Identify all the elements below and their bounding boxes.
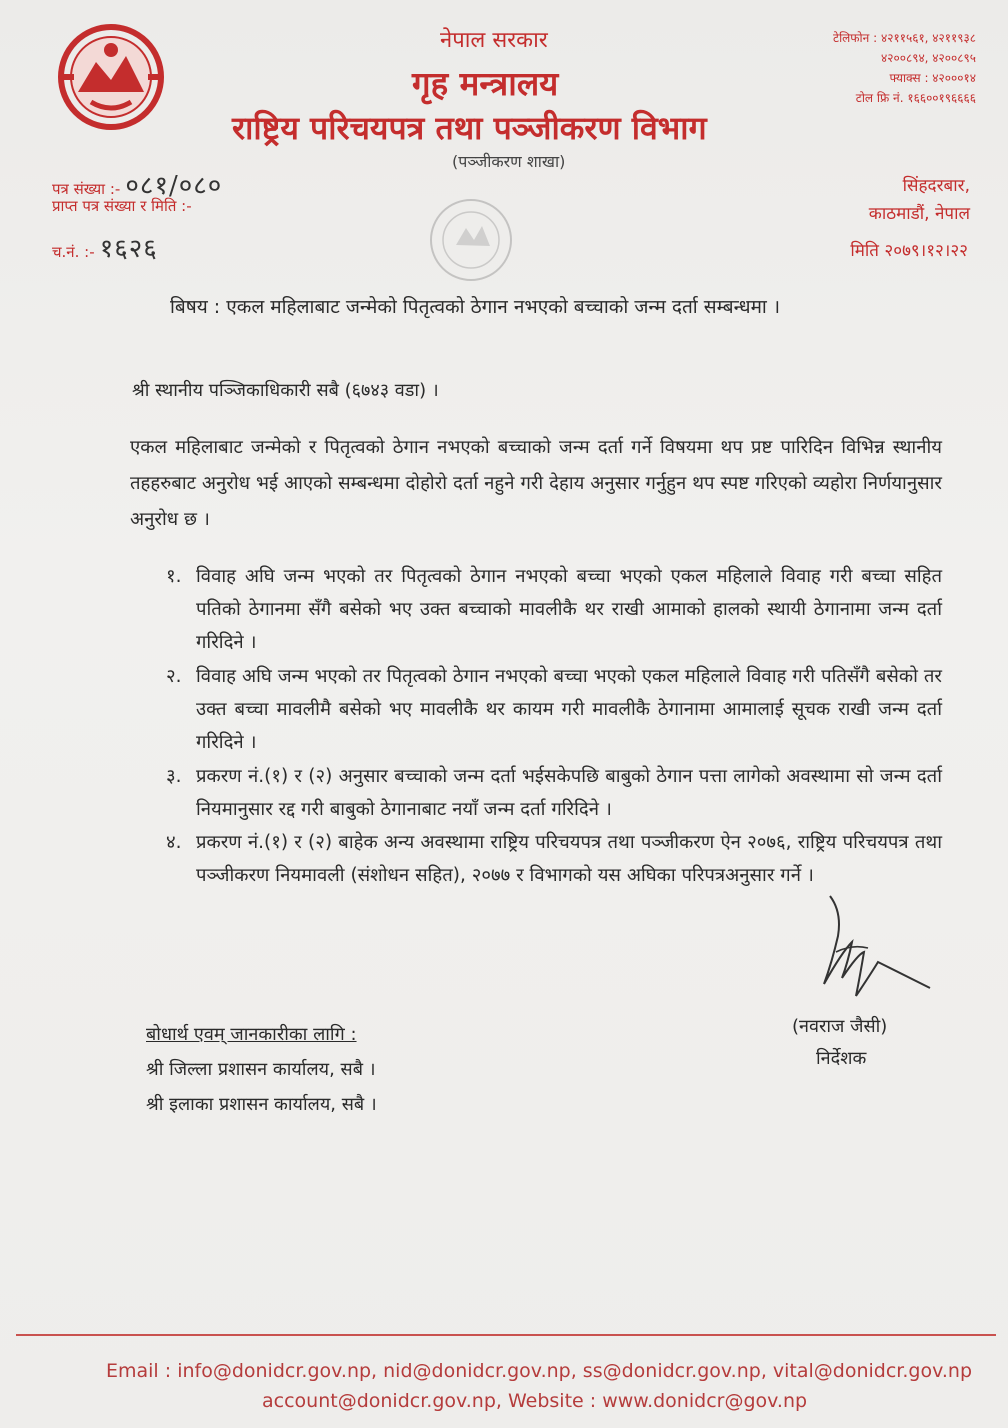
signature-icon (812, 892, 942, 1010)
seal-stamp-icon (416, 190, 526, 290)
footer-divider (16, 1334, 996, 1336)
list-item (166, 660, 942, 759)
list-item-number: २. (166, 666, 182, 687)
letter-intro: एकल महिलाबाट जन्मेको र पितृत्वको ठेगान नभएको बच्चाको जन्म दर्ता गर्ने विषयमा थप प्रष्ट पारिदिन विभिन्न स्थानीय तहहरुबाट अनुरोध भई आएको सम्बन्धमा दोहोरो दर्ता नहुने गरी देहाय अनुसार गर्नुहुन थप स्पष्ट गरिएको व्यहोरा निर्णयानुसार अनुरोध छ । (130, 437, 942, 530)
list-item-number: १. (166, 566, 182, 587)
received-letter (52, 196, 192, 216)
government-name: नेपाल सरकार (440, 28, 548, 53)
list-item-text: विवाह अघि जन्म भएको तर पितृत्वको ठेगान नभएको बच्चा भएको एकल महिलाले विवाह गरी बच्चा सहित पतिको ठेगानमा सँगै बसेको भए उक्त बच्चाको मावलीकै थर राखी आमाको हालको स्थायी ठेगानामा जन्म दर्ता गरिदिने । (196, 566, 942, 653)
list-item (166, 760, 942, 826)
list-item-text: प्रकरण नं.(१) र (२) बाहेक अन्य अवस्थामा राष्ट्रिय परिचयपत्र तथा पञ्जीकरण ऐन २०७६, राष्ट्रिय परिचयपत्र तथा पञ्जीकरण नियमावली (संशोधन सहित), २०७७ र विभागको यस अघिका परिपत्रअनुसार गर्ने । (196, 832, 942, 886)
contact-phone: टेलिफोन : ४२११५६१, ४२११९३८ (833, 31, 976, 45)
contact-toll-free: टोल फ्रि नं. १६६००१९६६६६ (855, 91, 976, 105)
cc-recipient: श्री इलाका प्रशासन कार्यालय, सबै । (146, 1094, 377, 1115)
cc-heading-text: बोधार्थ एवम् जानकारीका लागि : (146, 1024, 357, 1045)
location-line-1: सिंहदरबार, (902, 176, 970, 196)
list-item (166, 560, 942, 659)
list-item-text: प्रकरण नं.(१) र (२) अनुसार बच्चाको जन्म दर्ता भईसकेपछि बाबुको ठेगान पत्ता लागेको अवस्थामा सो जन्म दर्ता नियमानुसार रद्द गरी बाबुको ठेगानाबाट नयाँ जन्म दर्ता गरिदिने । (196, 766, 942, 820)
list-item-number: ३. (166, 766, 182, 787)
footer-emails: Email : info@donidcr.gov.np, nid@donidcr.gov.np, ss@donidcr.gov.np, vital@donidcr.gov.np (106, 1360, 973, 1382)
letter-subject: बिषय : एकल महिलाबाट जन्मेको पितृत्वको ठेगान नभएको बच्चाको जन्म दर्ता सम्बन्धमा । (170, 296, 781, 318)
contact-block (833, 28, 976, 108)
letter-date: मिति २०७९।१२।२२ (850, 241, 968, 261)
letter-addressee: श्री स्थानीय पञ्जिकाधिकारी सबै (६७४३ वडा) । (132, 380, 439, 401)
ministry-name: गृह मन्त्रालय (412, 64, 559, 103)
signatory-title: निर्देशक (816, 1048, 867, 1069)
dispatch-number-label: च.नं. :- (52, 243, 95, 261)
dispatch-number (52, 229, 158, 265)
letter-number-label: पत्र संख्या :- (52, 180, 121, 198)
footer-website: account@donidcr.gov.np, Website : www.donidcr@gov.np (262, 1390, 808, 1412)
nepal-emblem-icon (56, 22, 166, 132)
list-item (166, 826, 942, 892)
contact-fax: फ्याक्स : ४२०००१४ (889, 71, 976, 85)
cc-heading (146, 1022, 357, 1046)
contact-phone-2: ४२००८९४, ४२००८९५ (881, 51, 976, 65)
location-block (869, 172, 970, 228)
location-line-2: काठमाडौं, नेपाल (868, 204, 970, 224)
department-name: राष्ट्रिय परिचयपत्र तथा पञ्जीकरण विभाग (232, 109, 707, 147)
received-letter-label: प्राप्त पत्र संख्या र मिति :- (52, 197, 192, 215)
cc-recipient: श्री जिल्ला प्रशासन कार्यालय, सबै । (146, 1059, 376, 1080)
list-item-number: ४. (166, 832, 182, 853)
section-name: (पञ्जीकरण शाखा) (452, 152, 566, 171)
signatory-name: (नवराज जैसी) (792, 1016, 888, 1037)
dispatch-number-value: १६२६ (99, 234, 158, 264)
letter-number-value: ०८१/०८० (125, 171, 223, 201)
list-item-text: विवाह अघि जन्म भएको तर पितृत्वको ठेगान नभएको बच्चा भएको एकल महिलाले विवाह गरी पतिसँगै बसेको तर उक्त बच्चा मावलीमै बसेको भए मावलीकै थर कायम गरी मावलीकै ठेगानामा आमालाई सूचक राखी जन्म दर्ता गरिदिने । (196, 666, 942, 753)
